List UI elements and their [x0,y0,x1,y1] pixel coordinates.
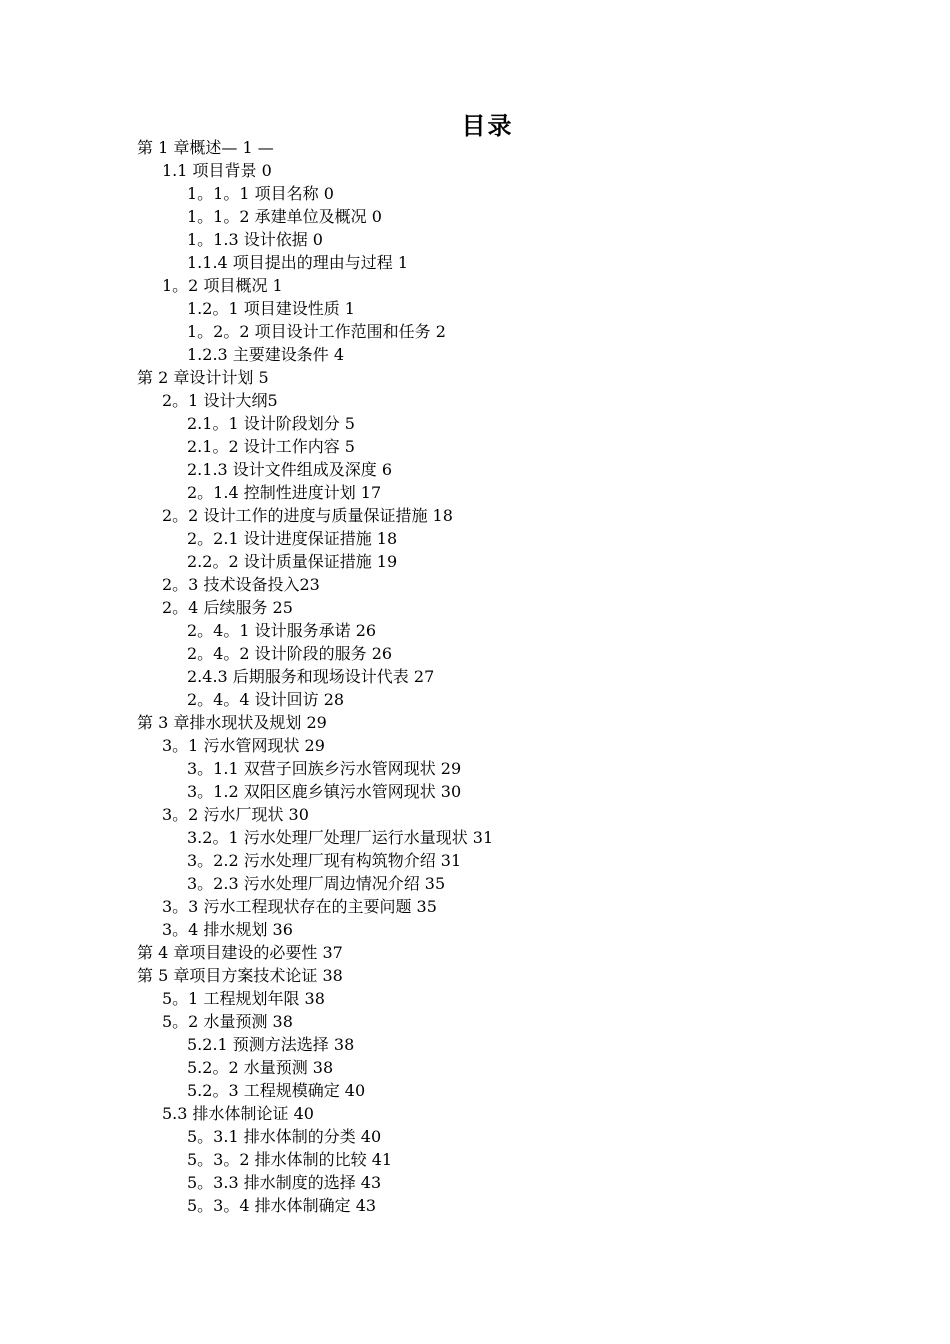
toc-subsection-entry[interactable]: 2。2.1 设计进度保证措施 18 [187,529,398,548]
toc-chapter-entry[interactable]: 第 3 章排水现状及规划 29 [137,713,327,732]
toc-chapter-entry[interactable]: 第 1 章概述— 1 — [137,138,274,157]
toc-subsection-entry[interactable]: 3。2.2 污水处理厂现有构筑物介绍 31 [187,851,462,870]
toc-subsection-entry[interactable]: 5.2。2 水量预测 38 [187,1058,334,1077]
toc-subsection-entry[interactable]: 2.1。2 设计工作内容 5 [187,437,355,456]
toc-subsection-entry[interactable]: 5。3。2 排水体制的比较 41 [187,1150,393,1169]
toc-subsection-entry[interactable]: 1。1.3 设计依据 0 [187,230,323,249]
toc-subsection-entry[interactable]: 5.2.1 预测方法选择 38 [187,1035,355,1054]
toc-section-entry[interactable]: 5.3 排水体制论证 40 [162,1104,314,1123]
toc-subsection-entry[interactable]: 2.2。2 设计质量保证措施 19 [187,552,398,571]
toc-section-entry[interactable]: 5。1 工程规划年限 38 [162,989,325,1008]
toc-section-entry[interactable]: 2。3 技术设备投入23 [162,575,320,594]
toc-subsection-entry[interactable]: 5.2。3 工程规模确定 40 [187,1081,366,1100]
toc-subsection-entry[interactable]: 2。4。1 设计服务承诺 26 [187,621,377,640]
toc-subsection-entry[interactable]: 2。1.4 控制性进度计划 17 [187,483,382,502]
toc-subsection-entry[interactable]: 2.4.3 后期服务和现场设计代表 27 [187,667,435,686]
toc-section-entry[interactable]: 3。4 排水规划 36 [162,920,293,939]
table-of-contents [0,136,950,1217]
toc-section-entry[interactable]: 2。4 后续服务 25 [162,598,293,617]
toc-section-entry[interactable]: 3。2 污水厂现状 30 [162,805,309,824]
toc-subsection-entry[interactable]: 5。3。4 排水体制确定 43 [187,1196,377,1215]
toc-section-entry[interactable]: 1.1 项目背景 0 [162,161,272,180]
toc-subsection-entry[interactable]: 1.1.4 项目提出的理由与过程 1 [187,253,409,272]
toc-subsection-entry[interactable]: 2.1。1 设计阶段划分 5 [187,414,355,433]
toc-subsection-entry[interactable]: 1.2.3 主要建设条件 4 [187,345,345,364]
toc-subsection-entry[interactable]: 3。1.1 双营子回族乡污水管网现状 29 [187,759,462,778]
toc-subsection-entry[interactable]: 1.2。1 项目建设性质 1 [187,299,355,318]
toc-subsection-entry[interactable]: 3.2。1 污水处理厂处理厂运行水量现状 31 [187,828,494,847]
toc-section-entry[interactable]: 1。2 项目概况 1 [162,276,283,295]
toc-section-entry[interactable]: 3。3 污水工程现状存在的主要问题 35 [162,897,437,916]
toc-subsection-entry[interactable]: 2.1.3 设计文件组成及深度 6 [187,460,393,479]
toc-subsection-entry[interactable]: 1。2。2 项目设计工作范围和任务 2 [187,322,446,341]
toc-subsection-entry[interactable]: 2。4。4 设计回访 28 [187,690,345,709]
toc-chapter-entry[interactable]: 第 2 章设计计划 5 [137,368,269,387]
toc-subsection-entry[interactable]: 1。1。1 项目名称 0 [187,184,334,203]
toc-section-entry[interactable]: 2。2 设计工作的进度与质量保证措施 18 [162,506,453,525]
toc-subsection-entry[interactable]: 1。1。2 承建单位及概况 0 [187,207,382,226]
toc-chapter-entry[interactable]: 第 4 章项目建设的必要性 37 [137,943,343,962]
toc-subsection-entry[interactable]: 3。1.2 双阳区鹿乡镇污水管网现状 30 [187,782,462,801]
toc-section-entry[interactable]: 5。2 水量预测 38 [162,1012,293,1031]
toc-chapter-entry[interactable]: 第 5 章项目方案技术论证 38 [137,966,343,985]
toc-section-entry[interactable]: 3。1 污水管网现状 29 [162,736,325,755]
toc-subsection-entry[interactable]: 5。3.1 排水体制的分类 40 [187,1127,382,1146]
toc-section-entry[interactable]: 2。1 设计大纲5 [162,391,278,410]
toc-subsection-entry[interactable]: 3。2.3 污水处理厂周边情况介绍 35 [187,874,446,893]
toc-subsection-entry[interactable]: 5。3.3 排水制度的选择 43 [187,1173,382,1192]
toc-title: 目录 [461,112,514,140]
toc-subsection-entry[interactable]: 2。4。2 设计阶段的服务 26 [187,644,393,663]
